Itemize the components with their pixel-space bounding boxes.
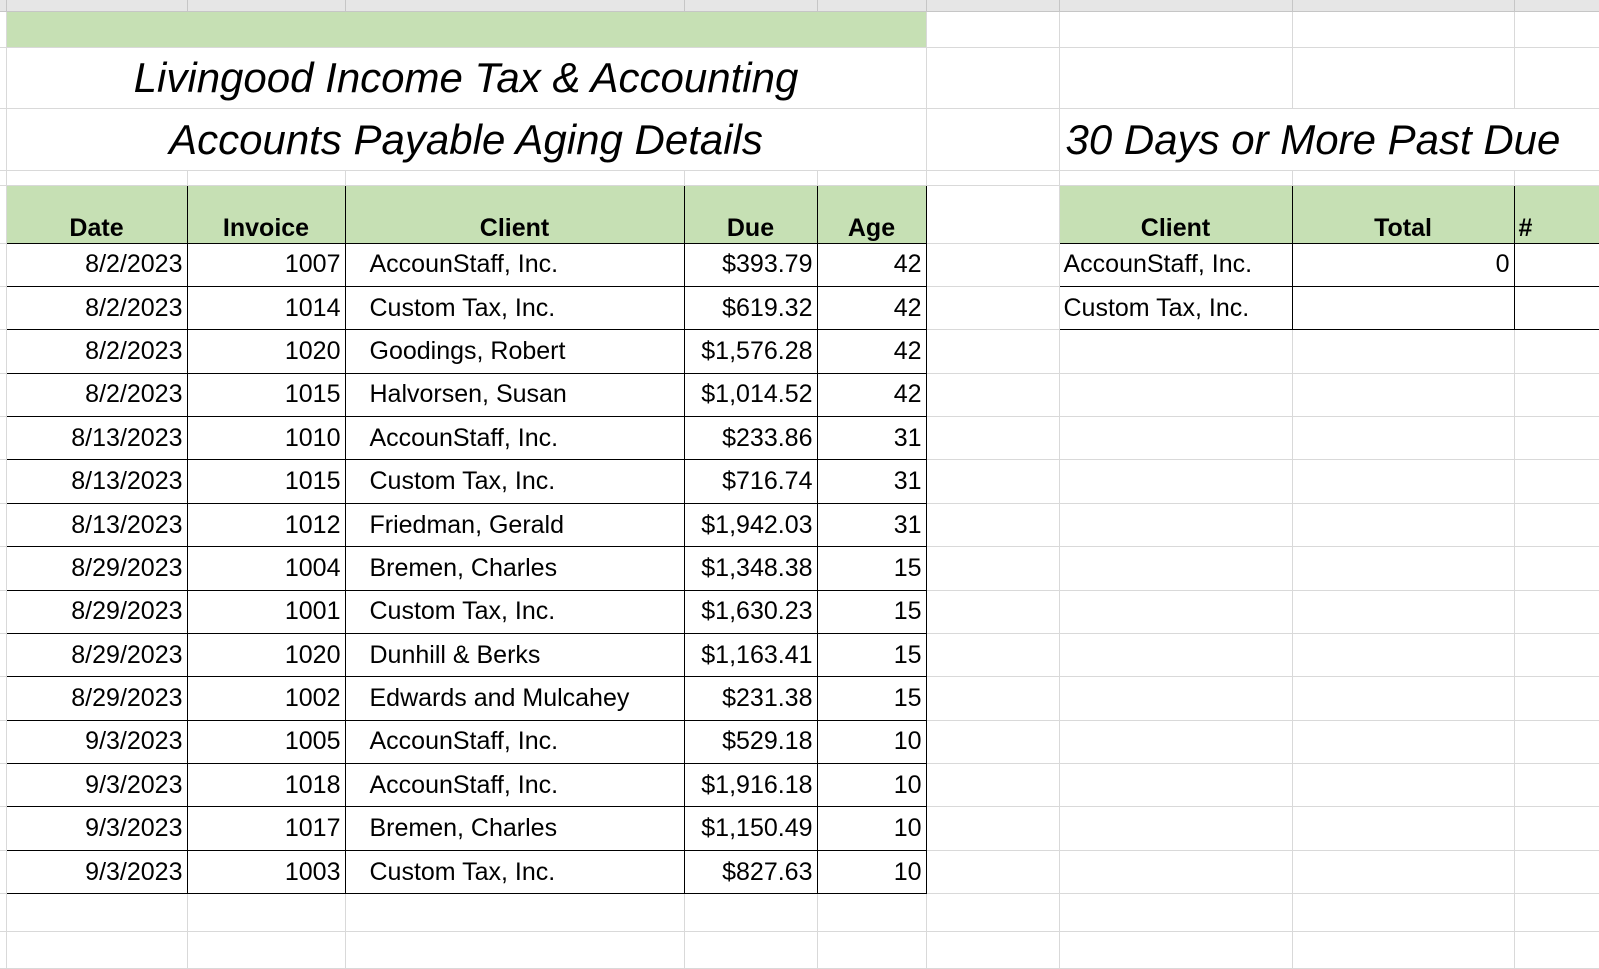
due-cell[interactable]: $393.79 (684, 243, 817, 286)
cell[interactable] (1514, 720, 1599, 763)
cell[interactable] (684, 894, 817, 931)
cell[interactable] (926, 850, 1059, 893)
cell[interactable] (1514, 417, 1599, 460)
cell[interactable] (1059, 850, 1292, 893)
column-header-c[interactable] (345, 0, 684, 11)
due-cell[interactable]: $1,576.28 (684, 330, 817, 373)
cell[interactable] (926, 677, 1059, 720)
summary-title[interactable]: 30 Days or More Past Due (1059, 109, 1599, 171)
invoice-cell[interactable]: 1015 (187, 460, 345, 503)
invoice-cell[interactable]: 1018 (187, 764, 345, 807)
column-header-h[interactable] (1292, 0, 1514, 11)
summary-count-cell[interactable] (1514, 243, 1599, 286)
table-header-row (0, 186, 1599, 244)
cell[interactable] (817, 894, 926, 931)
cell[interactable] (1514, 633, 1599, 676)
table-row (0, 764, 1599, 807)
cell[interactable] (1292, 590, 1514, 633)
client-cell[interactable]: Custom Tax, Inc. (345, 850, 684, 893)
age-cell[interactable]: 10 (817, 764, 926, 807)
date-cell[interactable]: 8/2/2023 (6, 373, 187, 416)
cell[interactable] (1059, 807, 1292, 850)
invoice-cell[interactable]: 1007 (187, 243, 345, 286)
cell[interactable] (926, 503, 1059, 546)
empty-row (0, 894, 1599, 931)
invoice-cell[interactable]: 1020 (187, 330, 345, 373)
cell[interactable] (1514, 503, 1599, 546)
table-row (0, 460, 1599, 503)
cell[interactable] (1059, 503, 1292, 546)
cell[interactable] (1059, 373, 1292, 416)
cell[interactable] (1514, 850, 1599, 893)
client-cell[interactable]: Edwards and Mulcahey (345, 677, 684, 720)
sheet-title-line-2[interactable]: Accounts Payable Aging Details (6, 109, 926, 171)
cell[interactable] (345, 894, 684, 931)
cell[interactable] (926, 590, 1059, 633)
client-cell[interactable]: AccounStaff, Inc. (345, 720, 684, 763)
client-cell[interactable]: Goodings, Robert (345, 330, 684, 373)
cell[interactable] (1292, 850, 1514, 893)
table-row (0, 720, 1599, 763)
cell[interactable] (6, 170, 187, 185)
column-header-e[interactable] (817, 0, 926, 11)
age-cell[interactable]: 10 (817, 720, 926, 763)
table-row (0, 633, 1599, 676)
date-cell[interactable]: 9/3/2023 (6, 720, 187, 763)
due-cell[interactable]: $1,942.03 (684, 503, 817, 546)
date-cell[interactable]: 8/2/2023 (6, 286, 187, 329)
cell[interactable] (187, 894, 345, 931)
cell[interactable] (1059, 720, 1292, 763)
cell[interactable] (1292, 764, 1514, 807)
age-cell[interactable]: 15 (817, 590, 926, 633)
age-cell[interactable]: 31 (817, 503, 926, 546)
due-cell[interactable]: $1,014.52 (684, 373, 817, 416)
cell[interactable] (817, 931, 926, 968)
cell[interactable] (1514, 170, 1599, 185)
table-row (0, 503, 1599, 546)
cell[interactable] (926, 170, 1059, 185)
spacer-row (0, 170, 1599, 185)
table-row (0, 286, 1599, 329)
column-header-row (0, 0, 1599, 11)
cell[interactable] (1059, 547, 1292, 590)
cell[interactable] (817, 170, 926, 185)
date-cell[interactable]: 8/13/2023 (6, 417, 187, 460)
cell[interactable] (1059, 894, 1292, 931)
cell[interactable] (1059, 677, 1292, 720)
cell[interactable] (926, 633, 1059, 676)
age-cell[interactable]: 31 (817, 460, 926, 503)
client-cell[interactable]: Bremen, Charles (345, 547, 684, 590)
column-header-f[interactable] (926, 0, 1059, 11)
client-cell[interactable]: Dunhill & Berks (345, 633, 684, 676)
cell[interactable] (1292, 677, 1514, 720)
cell[interactable] (926, 720, 1059, 763)
cell[interactable] (1514, 677, 1599, 720)
cell[interactable] (1059, 47, 1292, 109)
cell[interactable] (1059, 590, 1292, 633)
cell[interactable] (187, 170, 345, 185)
column-header-b[interactable] (187, 0, 345, 11)
date-cell[interactable]: 8/2/2023 (6, 243, 187, 286)
title-row-2 (0, 109, 1599, 171)
cell[interactable] (1292, 170, 1514, 185)
due-cell[interactable]: $1,163.41 (684, 633, 817, 676)
cell[interactable] (6, 931, 187, 968)
cell[interactable] (926, 547, 1059, 590)
header-date[interactable]: Date (6, 186, 187, 244)
cell[interactable] (926, 894, 1059, 931)
cell[interactable] (1292, 547, 1514, 590)
due-cell[interactable]: $1,630.23 (684, 590, 817, 633)
cell[interactable] (1292, 894, 1514, 931)
cell[interactable] (345, 170, 684, 185)
client-cell[interactable]: AccounStaff, Inc. (345, 243, 684, 286)
cell[interactable] (1059, 460, 1292, 503)
due-cell[interactable]: $1,150.49 (684, 807, 817, 850)
cell[interactable] (926, 417, 1059, 460)
invoice-cell[interactable]: 1004 (187, 547, 345, 590)
cell[interactable] (926, 109, 1059, 171)
invoice-cell[interactable]: 1014 (187, 286, 345, 329)
cell[interactable] (1059, 417, 1292, 460)
column-header-d[interactable] (684, 0, 817, 11)
summary-total-cell[interactable] (1292, 286, 1514, 329)
client-cell[interactable]: Halvorsen, Susan (345, 373, 684, 416)
invoice-cell[interactable]: 1012 (187, 503, 345, 546)
table-row (0, 417, 1599, 460)
due-cell[interactable]: $827.63 (684, 850, 817, 893)
cell[interactable] (6, 894, 187, 931)
age-cell[interactable]: 15 (817, 547, 926, 590)
sheet-title-line-1[interactable]: Livingood Income Tax & Accounting (6, 47, 926, 109)
cell[interactable] (926, 373, 1059, 416)
age-cell[interactable]: 42 (817, 330, 926, 373)
header-age[interactable]: Age (817, 186, 926, 244)
due-cell[interactable]: $619.32 (684, 286, 817, 329)
age-cell[interactable]: 10 (817, 807, 926, 850)
table-row (0, 807, 1599, 850)
cell[interactable] (926, 764, 1059, 807)
invoice-cell[interactable]: 1001 (187, 590, 345, 633)
date-cell[interactable]: 8/2/2023 (6, 330, 187, 373)
cell[interactable] (1292, 330, 1514, 373)
due-cell[interactable]: $1,348.38 (684, 547, 817, 590)
column-header-g[interactable] (1059, 0, 1292, 11)
empty-row (0, 931, 1599, 968)
cell[interactable] (1292, 720, 1514, 763)
cell[interactable] (1292, 460, 1514, 503)
client-cell[interactable]: Custom Tax, Inc. (345, 460, 684, 503)
cell[interactable] (1514, 11, 1599, 47)
date-cell[interactable]: 9/3/2023 (6, 764, 187, 807)
age-cell[interactable]: 42 (817, 286, 926, 329)
table-row (0, 677, 1599, 720)
date-cell[interactable]: 9/3/2023 (6, 850, 187, 893)
age-cell[interactable]: 15 (817, 633, 926, 676)
client-cell[interactable]: AccounStaff, Inc. (345, 764, 684, 807)
invoice-cell[interactable]: 1020 (187, 633, 345, 676)
column-header-i[interactable] (1514, 0, 1599, 11)
due-cell[interactable]: $233.86 (684, 417, 817, 460)
cell[interactable] (1514, 330, 1599, 373)
due-cell[interactable]: $529.18 (684, 720, 817, 763)
title-row-1 (0, 47, 1599, 109)
summary-total-cell[interactable]: 0 (1292, 243, 1514, 286)
cell[interactable] (926, 243, 1059, 286)
summary-count-cell[interactable] (1514, 286, 1599, 329)
due-cell[interactable]: $1,916.18 (684, 764, 817, 807)
summary-header-total[interactable]: Total (1292, 186, 1514, 244)
cell[interactable] (1059, 931, 1292, 968)
table-row (0, 850, 1599, 893)
cell[interactable] (926, 47, 1059, 109)
cell[interactable] (926, 186, 1059, 244)
cell[interactable] (1514, 460, 1599, 503)
header-due[interactable]: Due (684, 186, 817, 244)
due-cell[interactable]: $716.74 (684, 460, 817, 503)
age-cell[interactable]: 42 (817, 373, 926, 416)
cell[interactable] (1059, 633, 1292, 676)
cell[interactable] (1059, 170, 1292, 185)
date-cell[interactable]: 8/29/2023 (6, 590, 187, 633)
table-row (0, 547, 1599, 590)
cell[interactable] (926, 931, 1059, 968)
summary-header-count[interactable]: # (1514, 186, 1599, 244)
table-row (0, 590, 1599, 633)
cell[interactable] (1059, 330, 1292, 373)
due-cell[interactable]: $231.38 (684, 677, 817, 720)
client-cell[interactable]: Custom Tax, Inc. (345, 590, 684, 633)
cell[interactable] (1292, 931, 1514, 968)
date-cell[interactable]: 9/3/2023 (6, 807, 187, 850)
cell[interactable] (1292, 417, 1514, 460)
age-cell[interactable]: 15 (817, 677, 926, 720)
invoice-cell[interactable]: 1003 (187, 850, 345, 893)
cell[interactable] (1514, 547, 1599, 590)
client-cell[interactable]: Bremen, Charles (345, 807, 684, 850)
header-client[interactable]: Client (345, 186, 684, 244)
table-row (0, 373, 1599, 416)
cell[interactable] (1292, 503, 1514, 546)
cell[interactable] (1514, 764, 1599, 807)
client-cell[interactable]: Friedman, Gerald (345, 503, 684, 546)
cell[interactable] (926, 330, 1059, 373)
cell[interactable] (1514, 590, 1599, 633)
client-cell[interactable]: Custom Tax, Inc. (345, 286, 684, 329)
cell[interactable] (926, 286, 1059, 329)
invoice-cell[interactable]: 1005 (187, 720, 345, 763)
date-cell[interactable]: 8/29/2023 (6, 633, 187, 676)
cell[interactable] (1292, 47, 1514, 109)
cell[interactable] (1292, 11, 1514, 47)
invoice-cell[interactable]: 1017 (187, 807, 345, 850)
cell[interactable] (1059, 11, 1292, 47)
cell[interactable] (684, 170, 817, 185)
header-invoice[interactable]: Invoice (187, 186, 345, 244)
cell[interactable] (926, 460, 1059, 503)
age-cell[interactable]: 10 (817, 850, 926, 893)
cell[interactable] (1514, 373, 1599, 416)
date-cell[interactable]: 8/13/2023 (6, 503, 187, 546)
cell[interactable] (1292, 807, 1514, 850)
cell[interactable] (926, 11, 1059, 47)
green-band-cell[interactable] (6, 11, 926, 47)
cell[interactable] (1292, 373, 1514, 416)
summary-client-cell[interactable]: AccounStaff, Inc. (1059, 243, 1292, 286)
cell[interactable] (345, 931, 684, 968)
client-cell[interactable]: AccounStaff, Inc. (345, 417, 684, 460)
cell[interactable] (1514, 894, 1599, 931)
age-cell[interactable]: 31 (817, 417, 926, 460)
date-cell[interactable]: 8/29/2023 (6, 677, 187, 720)
date-cell[interactable]: 8/13/2023 (6, 460, 187, 503)
green-band-row (0, 11, 1599, 47)
invoice-cell[interactable]: 1015 (187, 373, 345, 416)
cell[interactable] (187, 931, 345, 968)
cell[interactable] (1514, 47, 1599, 109)
summary-client-cell[interactable]: Custom Tax, Inc. (1059, 286, 1292, 329)
cell[interactable] (1514, 931, 1599, 968)
cell[interactable] (1292, 633, 1514, 676)
summary-header-client[interactable]: Client (1059, 186, 1292, 244)
date-cell[interactable]: 8/29/2023 (6, 547, 187, 590)
invoice-cell[interactable]: 1010 (187, 417, 345, 460)
cell[interactable] (1059, 764, 1292, 807)
table-row (0, 243, 1599, 286)
age-cell[interactable]: 42 (817, 243, 926, 286)
cell[interactable] (926, 807, 1059, 850)
table-row (0, 330, 1599, 373)
invoice-cell[interactable]: 1002 (187, 677, 345, 720)
cell[interactable] (1514, 807, 1599, 850)
column-header-a[interactable] (6, 0, 187, 11)
cell[interactable] (684, 931, 817, 968)
